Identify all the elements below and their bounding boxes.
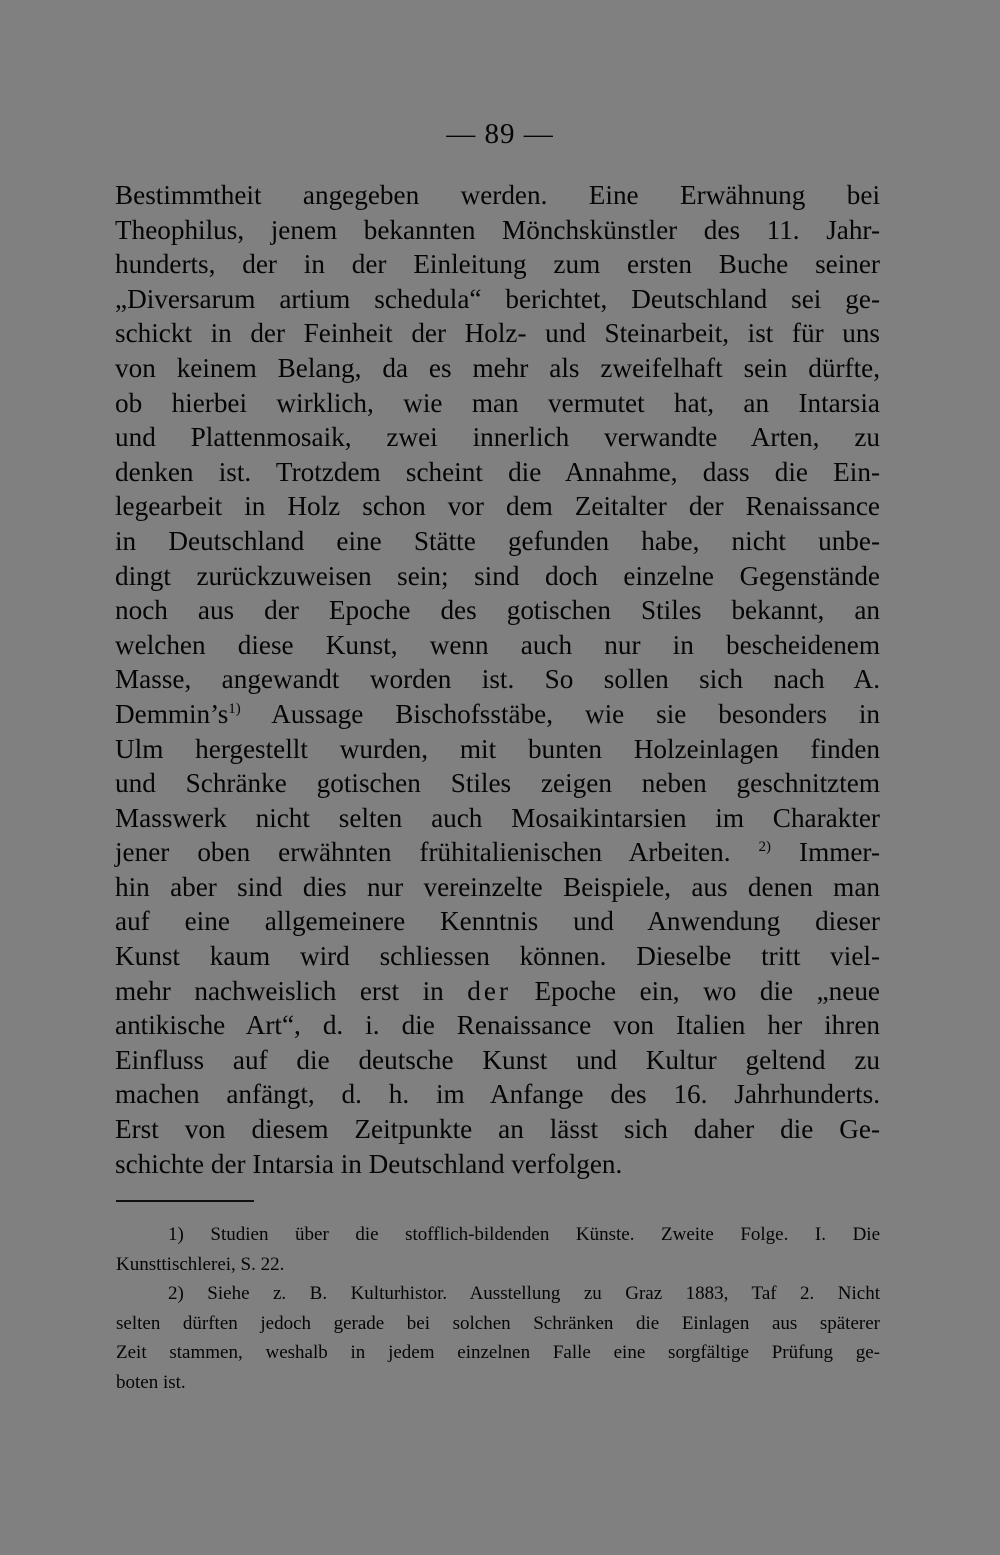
text-line: schichte der Intarsia in Deutschland verfolgen.	[115, 1148, 623, 1179]
text-line: Kunst kaum wird schliessen können. Dieselbe tritt viel-	[115, 941, 880, 972]
footnotes	[116, 1220, 880, 1397]
text-line: legearbeit in Holz schon vor dem Zeitalter der Renaissance	[115, 491, 880, 522]
text-segment: Aussage Bischofsstäbe, wie sie besonders in	[271, 698, 881, 729]
text-line-with-spaced-word	[115, 974, 880, 1009]
footnote-ref-1: 1)	[228, 700, 241, 717]
text-line: auf eine allgemeinere Kenntnis und Anwendung dieser	[115, 906, 880, 937]
text-line: dingt zurückzuweisen sein; sind doch einzelne Gegenstände	[115, 560, 880, 591]
text-line: Einfluss auf die deutsche Kunst und Kultur geltend zu	[115, 1044, 880, 1075]
spaced-word: der	[467, 975, 512, 1006]
text-line: ob hierbei wirklich, wie man vermutet hat, an Intarsia	[115, 387, 880, 418]
text-line: hunderts, der in der Einleitung zum ersten Buche seiner	[115, 249, 880, 280]
page-number: — 89 —	[446, 118, 554, 150]
text-line: und Schränke gotischen Stiles zeigen neben geschnitztem	[115, 768, 880, 799]
footnote-1-line: Kunsttischlerei, S. 22.	[116, 1253, 285, 1275]
footnote-2-line: boten ist.	[116, 1371, 186, 1393]
text-line: von keinem Belang, da es mehr als zweifelhaft sein dürfte,	[115, 352, 880, 383]
text-line: Theophilus, jenem bekannten Mönchskünstler des 11. Jahr-	[115, 214, 880, 245]
text-line: Bestimmtheit angegeben werden. Eine Erwähnung bei	[115, 180, 880, 210]
text-line: machen anfängt, d. h. im Anfange des 16. Jahrhunderts.	[115, 1079, 880, 1110]
text-line: und Plattenmosaik, zwei innerlich verwandte Arten, zu	[115, 422, 880, 453]
text-line: welchen diese Kunst, wenn auch nur in bescheidenem	[115, 629, 880, 660]
text-line: Ulm hergestellt wurden, mit bunten Holzeinlagen finden	[115, 733, 880, 764]
footnote-1-line: 1) Studien über die stofflich-bildenden Künste. Zweite Folge. I. Die	[168, 1224, 880, 1245]
text-line: in Deutschland eine Stätte gefunden habe, nicht unbe-	[115, 525, 880, 556]
text-line: noch aus der Epoche des gotischen Stiles bekannt, an	[115, 595, 880, 626]
main-text	[115, 178, 880, 1181]
text-line-with-footnote-ref	[115, 835, 880, 870]
text-segment: Epoche ein, wo die „neue	[534, 975, 881, 1006]
text-line: antikische Art“, d. i. die Renaissance von Italien her ihren	[115, 1010, 880, 1041]
footnote-2-line: Zeit stammen, weshalb in jedem einzelnen Falle eine sorgfältige Prüfung ge-	[116, 1342, 880, 1363]
text-line: Masswerk nicht selten auch Mosaikintarsien im Charakter	[115, 802, 880, 833]
text-line-with-footnote-ref	[115, 697, 880, 732]
demmin-name: Demmin’s	[115, 698, 229, 729]
text-line: schickt in der Feinheit der Holz- und Steinarbeit, ist für uns	[115, 318, 880, 349]
text-line: Masse, angewandt worden ist. So sollen sich nach A.	[115, 664, 880, 695]
text-line: denken ist. Trotzdem scheint die Annahme, dass die Ein-	[115, 456, 880, 487]
text-line: Erst von diesem Zeitpunkte an lässt sich daher die Ge-	[115, 1114, 880, 1145]
text-segment: jener oben erwähnten frühitalienischen Arbeiten.	[115, 837, 731, 868]
text-line: hin aber sind dies nur vereinzelte Beispiele, aus denen man	[115, 871, 880, 902]
footnote-2-line: selten dürften jedoch gerade bei solchen Schränken die Einlagen aus späterer	[116, 1312, 880, 1334]
text-line: „Diversarum artium schedula“ berichtet, Deutschland sei ge-	[115, 283, 880, 314]
footnote-ref-2: 2)	[758, 839, 772, 856]
text-segment: Immer-	[799, 837, 880, 868]
footnote-divider	[116, 1200, 254, 1202]
text-segment: mehr nachweislich erst in	[115, 975, 444, 1006]
footnote-2-line: 2) Siehe z. B. Kulturhistor. Ausstellung zu Graz 1883, Taf 2. Nicht	[168, 1283, 880, 1304]
